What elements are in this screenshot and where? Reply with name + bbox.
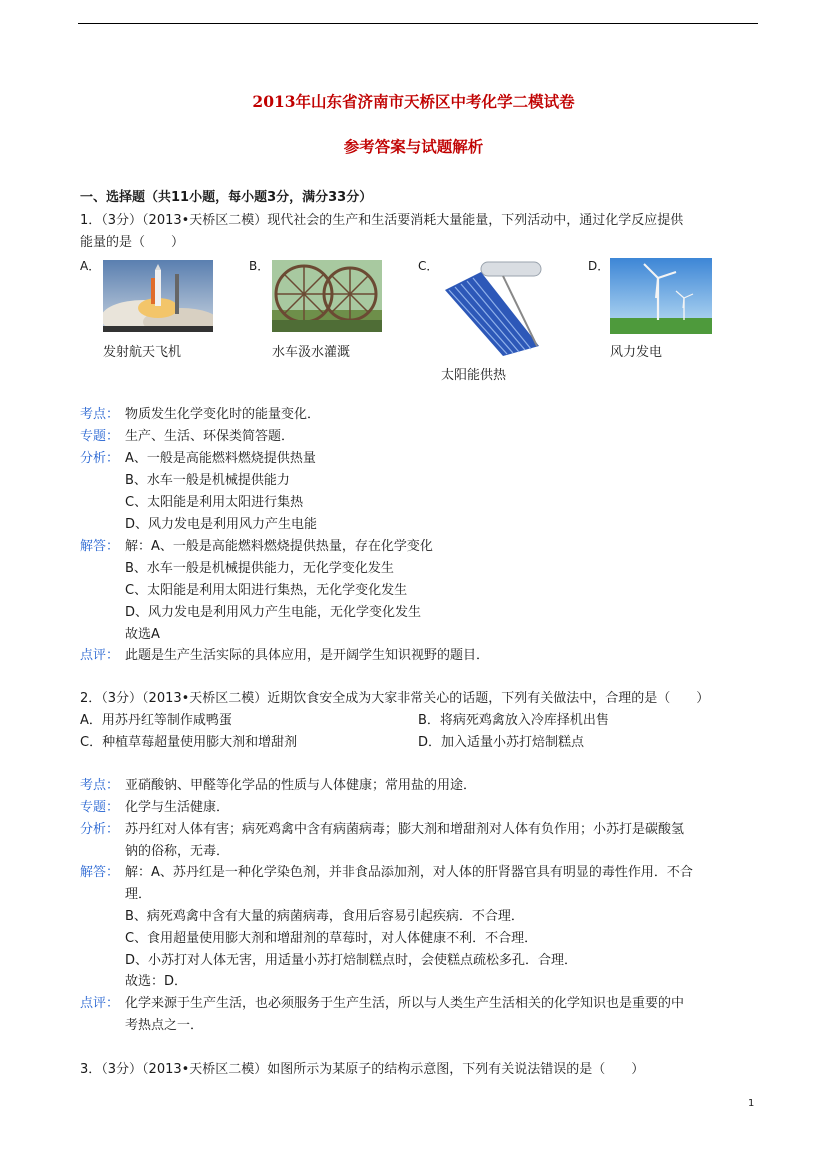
q1-option-c-caption: 太阳能供热: [441, 368, 507, 383]
q1-jieda-line: D、风力发电是利用风力产生电能，无化学变化发生: [125, 605, 422, 620]
q1-option-a-letter: A．: [80, 259, 101, 273]
q1-zhuanti: 生产、生活、环保类简答题．: [125, 429, 295, 444]
q2-jieda-line: 理．: [125, 887, 152, 902]
q1-jieda-label: 解答：: [80, 539, 120, 554]
q1-option-c-letter: C．: [418, 259, 439, 273]
q2-fenxi-label: 分析：: [80, 822, 120, 837]
q1-option-b-caption: 水车汲水灌溉: [272, 345, 351, 360]
q2-stem: 2．（3分）（2013•天桥区二模）近期饮食安全成为大家非常关心的话题，下列有关做法中，合理的是（ ）: [80, 691, 710, 706]
q2-jieda-line: 解：A、苏丹红是一种化学染色剂，并非食品添加剂，对人体的肝肾器官具有明显的毒性作用．不合: [125, 865, 693, 880]
q2-option-c: C．种植草莓超量使用膨大剂和增甜剂: [80, 735, 298, 750]
q1-stem-line2: 能量的是（ ）: [80, 235, 185, 250]
q1-option-d-letter: D．: [588, 259, 610, 273]
q2-jieda-line: C、食用超量使用膨大剂和增甜剂的草莓时，对人体健康不利．不合理．: [125, 931, 538, 946]
q1-fenxi-line: A、一般是高能燃料燃烧提供热量: [125, 451, 316, 466]
q1-dianping: 此题是生产生活实际的具体应用，是开阔学生知识视野的题目．: [125, 648, 490, 663]
q1-stem-line1: 1．（3分）（2013•天桥区二模）现代社会的生产和生活要消耗大量能量，下列活动中，通过化学反应提供: [80, 213, 684, 228]
q1-option-d-caption: 风力发电: [610, 345, 663, 360]
q1-fenxi-label: 分析：: [80, 451, 120, 466]
q1-jieda-line: C、太阳能是利用太阳进行集热，无化学变化发生: [125, 583, 408, 598]
q3-stem: 3．（3分）（2013•天桥区二模）如图所示为某原子的结构示意图，下列有关说法错误的是（ ）: [80, 1062, 645, 1077]
q2-option-b: B．将病死鸡禽放入冷库择机出售: [418, 713, 609, 728]
q1-jieda-line: 故选A: [125, 627, 160, 642]
q2-fenxi-line: 钠的俗称，无毒．: [125, 844, 230, 859]
q1-fenxi-line: D、风力发电是利用风力产生电能: [125, 517, 318, 532]
q1-dianping-label: 点评：: [80, 648, 120, 663]
q1-kaodian: 物质发生化学变化时的能量变化．: [125, 407, 321, 422]
q2-dianping-label: 点评：: [80, 996, 120, 1011]
q2-kaodian: 亚硝酸钠、甲醛等化学品的性质与人体健康；常用盐的用途．: [125, 778, 477, 793]
exam-subtitle: 参考答案与试题解析: [343, 137, 484, 156]
q2-zhuanti-label: 专题：: [80, 800, 120, 815]
q2-jieda-line: D、小苏打对人体无害，用适量小苏打焙制糕点时，会使糕点疏松多孔．合理．: [125, 953, 578, 968]
q1-option-a-caption: 发射航天飞机: [103, 345, 182, 360]
water-wheel-image: [272, 260, 382, 332]
space-shuttle-launch-image: [103, 260, 213, 332]
page-number: 1: [748, 1098, 755, 1109]
q2-zhuanti: 化学与生活健康．: [125, 800, 230, 815]
q1-jieda-line: B、水车一般是机械提供能力，无化学变化发生: [125, 561, 394, 576]
q2-dianping-line: 考热点之一．: [125, 1018, 204, 1033]
solar-water-heater-image: [441, 260, 543, 356]
q1-jieda-line: 解：A、一般是高能燃料燃烧提供热量，存在化学变化: [125, 539, 433, 554]
q2-jieda-label: 解答：: [80, 865, 120, 880]
q1-fenxi-line: B、水车一般是机械提供能力: [125, 473, 290, 488]
header-rule: [78, 23, 758, 24]
q1-kaodian-label: 考点：: [80, 407, 120, 422]
q2-kaodian-label: 考点：: [80, 778, 120, 793]
exam-title: 2013年山东省济南市天桥区中考化学二模试卷: [252, 92, 575, 111]
section-heading: 一、选择题（共11小题，每小题3分，满分33分）: [80, 190, 373, 205]
q2-fenxi-line: 苏丹红对人体有害；病死鸡禽中含有病菌病毒；膨大剂和增甜剂对人体有负作用；小苏打是碳酸氢: [125, 822, 685, 837]
q1-fenxi-line: C、太阳能是利用太阳进行集热: [125, 495, 304, 510]
q2-option-a: A．用苏丹红等制作咸鸭蛋: [80, 713, 232, 728]
q2-option-d: D．加入适量小苏打焙制糕点: [418, 735, 585, 750]
q2-dianping-line: 化学来源于生产生活，也必须服务于生产生活，所以与人类生产生活相关的化学知识也是重要的中: [125, 996, 685, 1011]
q1-zhuanti-label: 专题：: [80, 429, 120, 444]
q1-option-b-letter: B．: [249, 259, 270, 273]
wind-turbine-image: [610, 258, 712, 334]
q2-jieda-line: B、病死鸡禽中含有大量的病菌病毒，食用后容易引起疾病．不合理．: [125, 909, 524, 924]
q2-jieda-line: 故选：D．: [125, 974, 188, 989]
